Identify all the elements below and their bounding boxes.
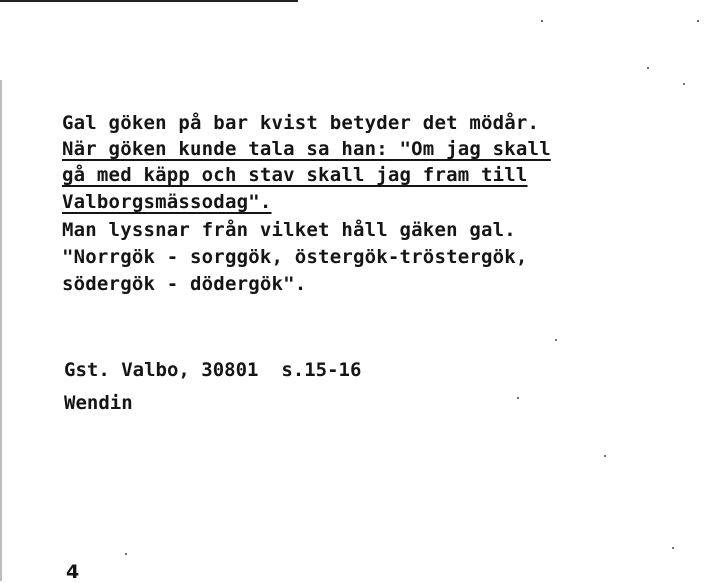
scan-speck	[647, 67, 649, 69]
text-line-6: "Norrgök - sorggök, östergök-tröstergök,	[62, 246, 528, 268]
scan-speck	[672, 547, 674, 549]
scan-speck	[517, 397, 519, 399]
source-reference: Gst. Valbo, 30801 s.15-16	[64, 359, 362, 381]
page-number: 4	[66, 561, 80, 583]
text-line-4: Valborgsmässodag".	[62, 191, 272, 213]
scan-speck	[555, 339, 557, 341]
scan-speck	[683, 83, 685, 85]
text-line-1: Gal göken på bar kvist betyder det mödår.	[62, 112, 540, 134]
scan-speck	[604, 455, 606, 457]
scan-speck	[697, 20, 699, 22]
text-line-7: södergök - dödergök".	[62, 273, 307, 295]
text-line-2: När göken kunde tala sa han: "Om jag skall	[62, 138, 551, 160]
top-border-line	[0, 0, 298, 2]
scan-speck	[125, 553, 127, 555]
author-name: Wendin	[64, 392, 133, 414]
scan-speck	[541, 20, 543, 22]
left-scan-edge	[0, 80, 2, 581]
text-line-3: gå med käpp och stav skall jag fram till	[62, 164, 528, 186]
text-line-5: Man lyssnar från vilket håll gäken gal.	[62, 219, 516, 241]
